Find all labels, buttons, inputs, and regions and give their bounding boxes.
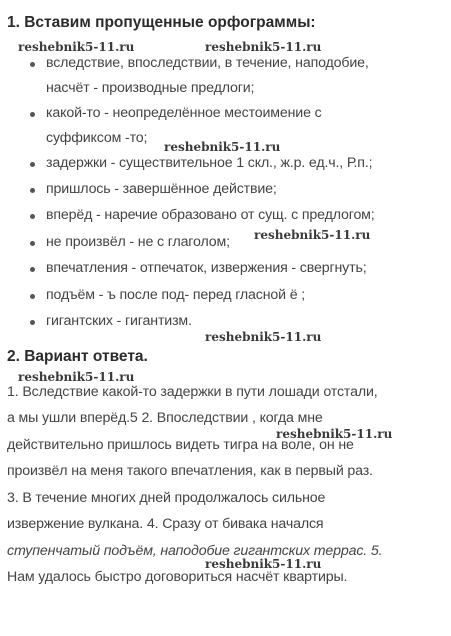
bullet-icon (30, 112, 35, 117)
list-item: задержки - существительное 1 скл., ж.р. ед.ч., Р.п.; (46, 155, 373, 171)
bullet-icon (30, 267, 35, 272)
answer-line: ступенчатый подъём, наподобие гигантских террас. 5. (7, 543, 383, 559)
bullet-icon (30, 162, 35, 167)
watermark: reshebnik5-11.ru (205, 330, 322, 344)
watermark: reshebnik5-11.ru (164, 140, 281, 154)
answer-line: 1. Вследствие какой-то задержки в пути лошади отстали, (7, 384, 378, 400)
list-item: какой-то - неопределённое местоимение с (46, 105, 322, 121)
answer-line: а мы ушли вперёд.5 2. Впоследствии , когда мне (7, 410, 323, 426)
watermark: reshebnik5-11.ru (18, 370, 135, 384)
watermark: reshebnik5-11.ru (254, 228, 371, 242)
bullet-icon (30, 320, 35, 325)
section-2-heading: 2. Вариант ответа. (7, 348, 148, 365)
answer-line: извержение вулкана. 4. Сразу от бивака начался (7, 516, 324, 532)
list-item: пришлось - завершённое действие; (46, 181, 277, 197)
watermark: reshebnik5-11.ru (18, 40, 135, 54)
section-1-heading: 1. Вставим пропущенные орфограммы: (7, 14, 316, 31)
list-item: насчёт - производные предлоги; (46, 80, 255, 96)
list-item: суффиксом -то; (46, 130, 148, 146)
bullet-icon (30, 294, 35, 299)
list-item: подъём - ъ после под- перед гласной ё ; (46, 287, 306, 303)
bullet-icon (30, 188, 35, 193)
list-item: гигантских - гигантизм. (46, 313, 192, 329)
answer-line: 3. В течение многих дней продолжалось сильное (7, 490, 326, 506)
list-item: впечатления - отпечаток, извержения - свергнуть; (46, 260, 367, 276)
bullet-icon (30, 214, 35, 219)
answer-line: произвёл на меня такого впечатления, как в первый раз. (7, 463, 373, 479)
answer-line: Нам удалось быстро договориться насчёт квартиры. (7, 569, 348, 585)
list-item: не произвёл - не с глаголом; (46, 234, 230, 250)
answer-line: действительно пришлось видеть тигра на воле, он не (7, 437, 354, 453)
bullet-icon (30, 62, 35, 67)
list-item: вследствие, впоследствии, в течение, наподобие, (46, 55, 369, 71)
bullet-icon (30, 241, 35, 246)
watermark: reshebnik5-11.ru (276, 427, 393, 441)
list-item: вперёд - наречие образовано от сущ. с предлогом; (46, 207, 375, 223)
watermark: reshebnik5-11.ru (205, 557, 322, 571)
watermark: reshebnik5-11.ru (205, 40, 322, 54)
